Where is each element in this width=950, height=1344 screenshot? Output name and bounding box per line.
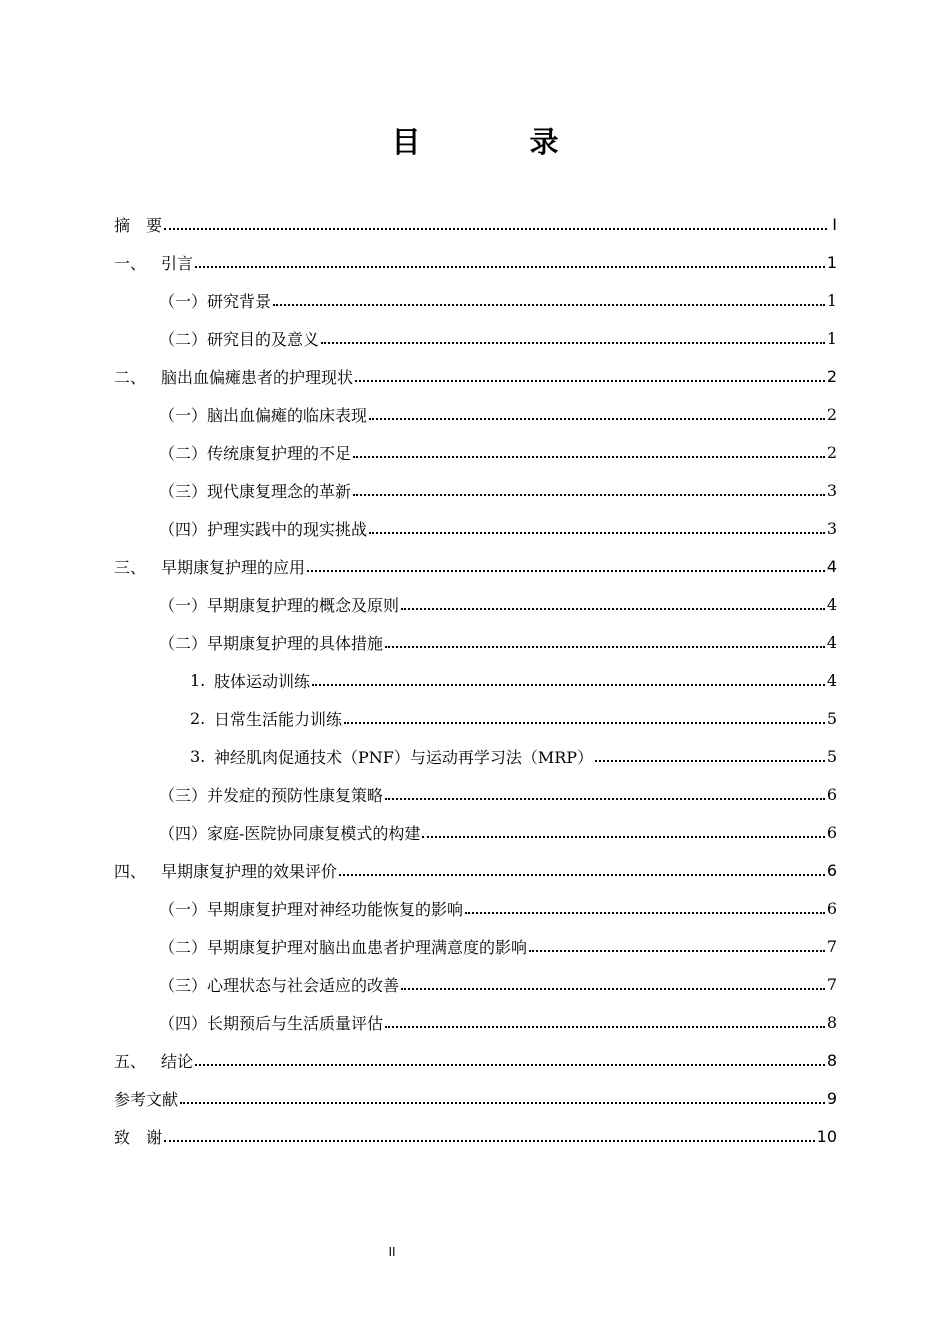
toc-entry-number: 二、: [114, 367, 147, 387]
toc-entry-page: 4: [826, 556, 837, 576]
toc-entry-page: 6: [826, 860, 837, 880]
dot-leader: [339, 874, 825, 876]
toc-entry[interactable]: [114, 775, 837, 813]
dot-leader: [164, 1140, 815, 1142]
toc-entry-number: 1.: [190, 670, 206, 690]
toc-entry-page: 5: [826, 746, 837, 766]
dot-leader: [401, 988, 825, 990]
dot-leader: [385, 798, 825, 800]
toc-entry-page: 7: [826, 936, 837, 956]
page-title: 目 录: [391, 125, 599, 159]
dot-leader: [369, 418, 825, 420]
toc-entry-number: 2.: [190, 708, 206, 728]
toc-entry-page: 6: [826, 898, 837, 918]
toc-entry[interactable]: [114, 243, 837, 281]
toc-entry[interactable]: [114, 1117, 837, 1155]
toc-entry[interactable]: [114, 661, 837, 699]
toc-entry-page: 10: [816, 1126, 837, 1146]
toc-entry[interactable]: [114, 927, 837, 965]
toc-entry[interactable]: [114, 623, 837, 661]
toc-entry-page: 3: [826, 480, 837, 500]
toc-entry-label: （二）研究目的及意义: [159, 329, 320, 349]
toc-entry-page: 8: [826, 1012, 837, 1032]
toc-entry-page: 2: [826, 404, 837, 424]
toc-entry[interactable]: [114, 281, 837, 319]
toc-entry[interactable]: [114, 471, 837, 509]
toc-entry-label: （一）脑出血偏瘫的临床表现: [159, 405, 368, 425]
toc-entry-label: （二）早期康复护理的具体措施: [159, 633, 384, 653]
toc-entry-number: 一、: [114, 253, 147, 273]
toc-entry-page: 7: [826, 974, 837, 994]
dot-leader: [401, 608, 825, 610]
toc-entry-page: 1: [826, 328, 837, 348]
toc-entry[interactable]: [114, 1041, 837, 1079]
toc-entry[interactable]: [114, 433, 837, 471]
toc-entry-label: （四）长期预后与生活质量评估: [159, 1013, 384, 1033]
dot-leader: [355, 380, 825, 382]
toc-entry[interactable]: [114, 1003, 837, 1041]
dot-leader: [195, 1064, 825, 1066]
toc-entry-number: 四、: [114, 861, 147, 881]
dot-leader: [307, 570, 825, 572]
toc-entry-label: （二）早期康复护理对脑出血患者护理满意度的影响: [159, 937, 528, 957]
dot-leader: [164, 228, 827, 230]
toc-entry-label: 神经肌肉促通技术（PNF）与运动再学习法（MRP）: [214, 747, 594, 767]
toc-entry[interactable]: [114, 319, 837, 357]
toc-entry-page: 9: [826, 1088, 837, 1108]
toc-entry-label: 早期康复护理的效果评价: [161, 861, 338, 881]
dot-leader: [312, 684, 825, 686]
dot-leader: [273, 304, 825, 306]
toc-entry-page: 1: [826, 252, 837, 272]
toc-entry[interactable]: [114, 699, 837, 737]
toc-entry[interactable]: [114, 965, 837, 1003]
toc-entry-page: 8: [826, 1050, 837, 1070]
toc-entry[interactable]: [114, 395, 837, 433]
toc-entry-page: 3: [826, 518, 837, 538]
toc-entry-label: （一）早期康复护理对神经功能恢复的影响: [159, 899, 464, 919]
dot-leader: [321, 342, 825, 344]
toc-entry-label: （四）家庭-医院协同康复模式的构建: [159, 823, 421, 843]
toc-entry-label: 致 谢: [114, 1127, 163, 1147]
toc-entry-number: 三、: [114, 557, 147, 577]
toc-entry-page: 2: [826, 442, 837, 462]
toc-entry-label: （三）现代康复理念的革新: [159, 481, 352, 501]
toc-entry[interactable]: [114, 205, 837, 243]
toc-entry[interactable]: [114, 585, 837, 623]
toc-entry-label: （四）护理实践中的现实挑战: [159, 519, 368, 539]
toc-entry-page: I: [832, 214, 837, 234]
toc-entry-page: 5: [826, 708, 837, 728]
toc-entry-page: 2: [826, 366, 837, 386]
toc-entry-label: 引言: [161, 253, 194, 273]
dot-leader: [385, 1026, 825, 1028]
dot-leader: [344, 722, 825, 724]
toc-entry-label: （二）传统康复护理的不足: [159, 443, 352, 463]
toc-entry-number: 3.: [190, 746, 206, 766]
toc-entry-page: 6: [826, 784, 837, 804]
toc-entry-label: （三）心理状态与社会适应的改善: [159, 975, 400, 995]
toc-entry[interactable]: [114, 509, 837, 547]
toc-entry[interactable]: [114, 1079, 837, 1117]
toc-entry[interactable]: [114, 851, 837, 889]
toc-entry-label: 结论: [161, 1051, 194, 1071]
toc-entry-label: 日常生活能力训练: [214, 709, 343, 729]
dot-leader: [180, 1102, 825, 1104]
toc-entry-label: 脑出血偏瘫患者的护理现状: [161, 367, 354, 387]
toc-entry[interactable]: [114, 889, 837, 927]
dot-leader: [529, 950, 825, 952]
toc-entry-label: （三）并发症的预防性康复策略: [159, 785, 384, 805]
toc-entry-page: 1: [826, 290, 837, 310]
toc-entry-page: 4: [826, 632, 837, 652]
toc-entry[interactable]: [114, 813, 837, 851]
toc-entry-label: 摘 要: [114, 215, 163, 235]
table-of-contents: [114, 205, 837, 1155]
toc-entry-label: 参考文献: [114, 1089, 179, 1109]
toc-entry[interactable]: [114, 357, 837, 395]
dot-leader: [422, 836, 824, 838]
toc-entry-label: （一）早期康复护理的概念及原则: [159, 595, 400, 615]
dot-leader: [369, 532, 825, 534]
toc-entry[interactable]: [114, 547, 837, 585]
toc-entry-label: 早期康复护理的应用: [161, 557, 306, 577]
dot-leader: [595, 760, 825, 762]
dot-leader: [385, 646, 825, 648]
dot-leader: [195, 266, 825, 268]
page-number-footer: II: [388, 1245, 396, 1259]
toc-entry-page: 6: [826, 822, 837, 842]
toc-entry-number: 五、: [114, 1051, 147, 1071]
toc-entry-label: （一）研究背景: [159, 291, 272, 311]
toc-entry-page: 4: [826, 594, 837, 614]
toc-entry-label: 肢体运动训练: [214, 671, 311, 691]
toc-entry-page: 4: [826, 670, 837, 690]
dot-leader: [353, 456, 825, 458]
dot-leader: [353, 494, 825, 496]
dot-leader: [465, 912, 825, 914]
toc-entry[interactable]: [114, 737, 837, 775]
